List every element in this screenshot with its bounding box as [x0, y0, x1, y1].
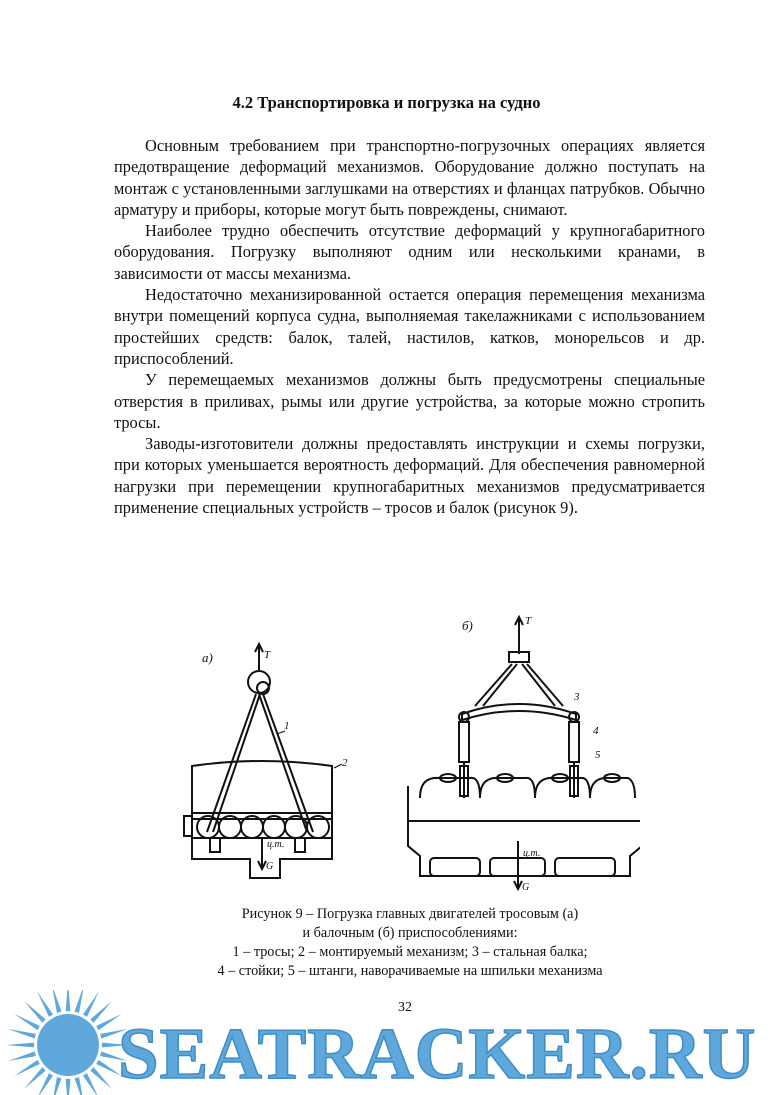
sun-ray	[66, 1079, 71, 1095]
watermark-text: SEATRACKER.RU	[118, 1013, 757, 1094]
sun-ray	[90, 1001, 112, 1023]
figure-a-label: а)	[202, 650, 213, 665]
sun-ray	[24, 1001, 46, 1023]
figure-b-label: б)	[462, 618, 473, 633]
sun-ray	[8, 1029, 36, 1039]
caption-line: 1 – тросы; 2 – монтируемый механизм; 3 – стальная балка;	[232, 944, 588, 960]
sun-ray	[66, 990, 71, 1011]
body-text	[114, 135, 705, 518]
sun-ray	[74, 1077, 84, 1095]
sun-ray	[37, 1073, 53, 1095]
page-number: 32	[398, 1000, 412, 1015]
sun-ray	[37, 991, 53, 1017]
callout-4: 4	[593, 725, 599, 737]
figure-a-weight-label: G	[266, 861, 274, 872]
figure-a-rope-sling	[184, 644, 348, 878]
sun-ray	[74, 990, 84, 1013]
sun-ray	[14, 1060, 40, 1076]
sun-ray	[8, 1051, 36, 1061]
sun-ray	[6, 1043, 34, 1048]
callout-3: 3	[574, 691, 580, 703]
figure-a-load-label: T	[264, 649, 271, 661]
sun-ray	[14, 1014, 40, 1030]
sun-ray	[90, 1067, 112, 1089]
sun-ray	[83, 1073, 99, 1095]
section-heading: 4.2 Транспортировка и погрузка на судно	[232, 93, 541, 112]
callout-5: 5	[595, 749, 601, 761]
figure-b-weight-label: G	[522, 882, 530, 893]
sun-ray	[83, 991, 99, 1017]
paragraph: У перемещаемых механизмов должны быть предусмотрены специальные отверстия в приливах, рымы или другие устройства, за которые можно стропить тросы.	[114, 370, 705, 432]
paragraph: Заводы-изготовители должны предоставлять инструкции и схемы погрузки, при которых уменьшается вероятность деформаций. Для обеспечения равномерной нагрузки при перемещении крупногабаритных механизмов предусматривается применение специальных устройств – тросов и балок (рисунок 9).	[114, 434, 705, 518]
caption-line: Рисунок 9 – Погрузка главных двигателей тросовым (а)	[241, 906, 579, 922]
watermark	[0, 990, 773, 1095]
caption-line: 4 – стойки; 5 – штанги, наворачиваемые на шпильки механизма	[217, 963, 603, 979]
cylinder-heads	[420, 774, 635, 798]
paragraph: Основным требованием при транспортно-погрузочных операциях является предотвращение деформаций механизмов. Оборудование должно поступать на монтаж с установленными заглушками на отверстиях и фланцах патрубков. Обычно арматуру и приборы, которые могут быть повреждены, снимают.	[114, 136, 705, 219]
figure-9-diagram	[180, 606, 640, 906]
figure-b-load-label: T	[525, 615, 532, 627]
paragraph: Недостаточно механизированной остается операция перемещения механизма внутри помещений корпуса судна, выполняемая такелажниками с использованием простейших средств: балок, талей, настилов, катков, монорельсов и др. приспособлений.	[114, 285, 705, 368]
caption-line: и балочным (б) приспособлениями:	[302, 925, 518, 941]
figure-a-cg-label: ц.т.	[267, 839, 285, 850]
callout-1: 1	[284, 720, 290, 732]
sun-ray	[52, 990, 62, 1013]
figure-b-cg-label: ц.т.	[523, 848, 541, 859]
callout-2: 2	[342, 757, 348, 769]
figure-caption	[0, 905, 773, 981]
paragraph: Наиболее трудно обеспечить отсутствие деформаций у крупногабаритного оборудования. Погрузку выполняют одним или несколькими кранами, в зависимости от массы механизма.	[114, 221, 705, 283]
figure-b-beam-rigging	[408, 615, 640, 893]
sun-icon	[6, 990, 130, 1095]
sun-ray	[24, 1067, 46, 1089]
sun-ray	[52, 1077, 62, 1095]
